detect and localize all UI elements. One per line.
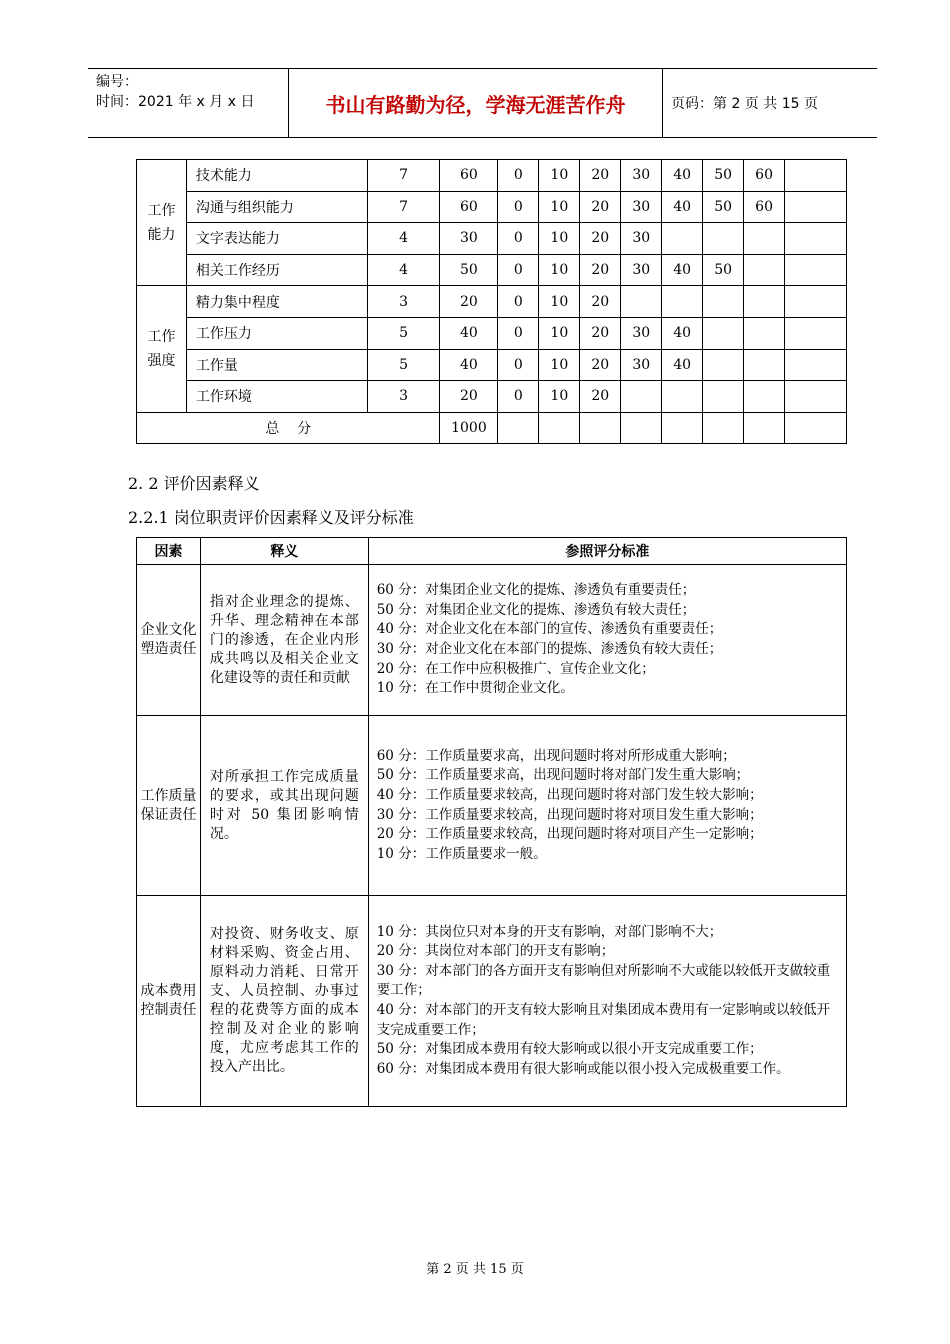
criteria-cell: 60 分：对集团企业文化的提炼、渗透负有重要责任； 50 分：对集团企业文化的提炼、渗透负有较大责任； 40 分：对企业文化在本部门的宣传、渗透负有重要责任； 30 分：对企业文化在本部门的提炼、渗透负有较大责任； 20 分：在工作中应积极推广、宣传企业文化； 10 分：在工作中贯彻企业文化。	[368, 565, 846, 716]
level-cell	[703, 349, 744, 381]
table-row	[137, 716, 847, 896]
header-criteria: 参照评分标准	[368, 538, 846, 565]
factor-name: 文字表达能力	[186, 223, 367, 255]
weight-cell: 5	[367, 349, 440, 381]
level-cell: 20	[580, 286, 621, 318]
score-cell: 40	[440, 349, 498, 381]
weight-cell: 4	[367, 223, 440, 255]
level-cell: 0	[498, 191, 539, 223]
table-row	[137, 223, 847, 255]
level-cell	[785, 223, 847, 255]
level-cell: 0	[498, 381, 539, 413]
weight-cell: 3	[367, 286, 440, 318]
table-row	[137, 317, 847, 349]
score-cell: 40	[440, 317, 498, 349]
level-cell: 0	[498, 286, 539, 318]
factor-name: 精力集中程度	[186, 286, 367, 318]
level-cell: 40	[662, 317, 703, 349]
empty-cell	[785, 412, 847, 444]
level-cell	[662, 381, 703, 413]
weight-cell: 4	[367, 254, 440, 286]
level-cell	[785, 254, 847, 286]
factor-name: 沟通与组织能力	[186, 191, 367, 223]
level-cell: 0	[498, 160, 539, 192]
level-cell	[744, 381, 785, 413]
level-cell: 40	[662, 254, 703, 286]
level-cell	[785, 286, 847, 318]
level-cell: 10	[539, 381, 580, 413]
level-cell	[621, 286, 662, 318]
level-cell: 0	[498, 223, 539, 255]
score-cell: 20	[440, 286, 498, 318]
level-cell: 40	[662, 160, 703, 192]
group-label: 工作 强度	[137, 286, 187, 412]
level-cell: 10	[539, 223, 580, 255]
level-cell: 10	[539, 317, 580, 349]
level-cell: 30	[621, 349, 662, 381]
level-cell: 10	[539, 160, 580, 192]
level-cell	[744, 223, 785, 255]
level-cell	[703, 381, 744, 413]
factor-name: 工作量	[186, 349, 367, 381]
table-row	[137, 565, 847, 716]
level-cell: 30	[621, 223, 662, 255]
level-cell: 20	[580, 191, 621, 223]
level-cell: 50	[703, 191, 744, 223]
level-cell	[785, 317, 847, 349]
table-row	[137, 896, 847, 1107]
weight-cell: 3	[367, 381, 440, 413]
level-cell: 20	[580, 223, 621, 255]
description-cell: 对投资、财务收支、原材料采购、资金占用、原料动力消耗、日常开支、人员控制、办事过程的花费等方面的成本控制及对企业的影响度，尤应考虑其工作的投入产出比。	[200, 896, 368, 1107]
factor-cell: 企业文化塑造责任	[137, 565, 201, 716]
section-heading-2-2: 2. 2 评价因素释义	[128, 474, 260, 493]
empty-cell	[539, 412, 580, 444]
factor-cell: 成本费用控制责任	[137, 896, 201, 1107]
level-cell: 0	[498, 317, 539, 349]
total-score: 1000	[440, 412, 498, 444]
level-cell	[785, 381, 847, 413]
table-row	[137, 160, 847, 192]
factor-name: 工作环境	[186, 381, 367, 413]
level-cell	[785, 349, 847, 381]
factor-name: 工作压力	[186, 317, 367, 349]
level-cell: 30	[621, 191, 662, 223]
level-cell: 10	[539, 286, 580, 318]
table-row	[137, 349, 847, 381]
level-cell: 20	[580, 349, 621, 381]
table-row	[137, 286, 847, 318]
empty-cell	[662, 412, 703, 444]
level-cell: 30	[621, 317, 662, 349]
level-cell	[785, 160, 847, 192]
level-cell: 60	[744, 191, 785, 223]
level-cell: 10	[539, 349, 580, 381]
header-factor: 因素	[137, 538, 201, 565]
description-cell: 对所承担工作完成质量的要求，或其出现问题时对 50 集团影响情况。	[200, 716, 368, 896]
level-cell	[703, 286, 744, 318]
level-cell	[662, 286, 703, 318]
score-cell: 50	[440, 254, 498, 286]
table-row	[137, 191, 847, 223]
page-header	[88, 68, 877, 138]
table-header-row	[137, 538, 847, 565]
page-footer: 第 2 页 共 15 页	[426, 1262, 524, 1277]
level-cell: 50	[703, 160, 744, 192]
level-cell: 40	[662, 191, 703, 223]
evaluation-criteria-table	[136, 537, 847, 1107]
level-cell: 20	[580, 160, 621, 192]
level-cell	[662, 223, 703, 255]
factor-name: 技术能力	[186, 160, 367, 192]
empty-cell	[703, 412, 744, 444]
level-cell: 60	[744, 160, 785, 192]
level-cell: 30	[621, 160, 662, 192]
weight-cell: 5	[367, 317, 440, 349]
header-page-number: 页码：第 2 页 共 15 页	[671, 96, 818, 112]
empty-cell	[744, 412, 785, 444]
level-cell: 50	[703, 254, 744, 286]
level-cell	[621, 381, 662, 413]
level-cell	[744, 286, 785, 318]
group-label: 工作 能力	[137, 160, 187, 286]
level-cell: 40	[662, 349, 703, 381]
empty-cell	[498, 412, 539, 444]
level-cell	[744, 317, 785, 349]
level-cell: 10	[539, 254, 580, 286]
score-cell: 20	[440, 381, 498, 413]
table-row	[137, 381, 847, 413]
level-cell: 0	[498, 349, 539, 381]
level-cell: 30	[621, 254, 662, 286]
score-cell: 60	[440, 160, 498, 192]
level-cell	[744, 254, 785, 286]
total-label: 总 分	[137, 412, 440, 444]
factor-name: 相关工作经历	[186, 254, 367, 286]
description-cell: 指对企业理念的提炼、升华、理念精神在本部门的渗透，在企业内形成共鸣以及相关企业文化建设等的责任和贡献	[200, 565, 368, 716]
header-meta	[88, 69, 288, 137]
total-row	[137, 412, 847, 444]
level-cell	[703, 223, 744, 255]
table-row	[137, 254, 847, 286]
header-motto: 书山有路勤为径，学海无涯苦作舟	[288, 69, 663, 137]
level-cell: 10	[539, 191, 580, 223]
section-heading-2-2-1: 2.2.1 岗位职责评价因素释义及评分标准	[128, 508, 414, 527]
level-cell: 0	[498, 254, 539, 286]
weight-cell: 7	[367, 160, 440, 192]
score-cell: 60	[440, 191, 498, 223]
level-cell: 20	[580, 381, 621, 413]
doc-time-label: 时间：2021 年 x 月 x 日	[96, 94, 255, 110]
score-table	[136, 159, 847, 444]
criteria-cell: 60 分：工作质量要求高，出现问题时将对所形成重大影响； 50 分：工作质量要求高，出现问题时将对部门发生重大影响； 40 分：工作质量要求较高，出现问题时将对部门发生较大影响； 30 分：工作质量要求较高，出现问题时将对项目发生重大影响； 20 分：工作质量要求较高，出现问题时将对项目产生一定影响； 10 分：工作质量要求一般。	[368, 716, 846, 896]
level-cell: 20	[580, 254, 621, 286]
empty-cell	[580, 412, 621, 444]
weight-cell: 7	[367, 191, 440, 223]
level-cell	[703, 317, 744, 349]
doc-code-label: 编号：	[96, 74, 138, 90]
criteria-cell: 10 分：其岗位只对本身的开支有影响，对部门影响不大； 20 分：其岗位对本部门的开支有影响； 30 分：对本部门的各方面开支有影响但对所影响不大或能以较低开支做较重要工作； 40 分：对本部门的开支有较大影响且对集团成本费用有一定影响或以较低开支完成重要工作； 50 分：对集团成本费用有较大影响或以很小开支完成重要工作； 60 分：对集团成本费用有很大影响或能以很小投入完成极重要工作。	[368, 896, 846, 1107]
empty-cell	[621, 412, 662, 444]
level-cell: 20	[580, 317, 621, 349]
header-description: 释义	[200, 538, 368, 565]
score-cell: 30	[440, 223, 498, 255]
level-cell	[744, 349, 785, 381]
level-cell	[785, 191, 847, 223]
factor-cell: 工作质量保证责任	[137, 716, 201, 896]
